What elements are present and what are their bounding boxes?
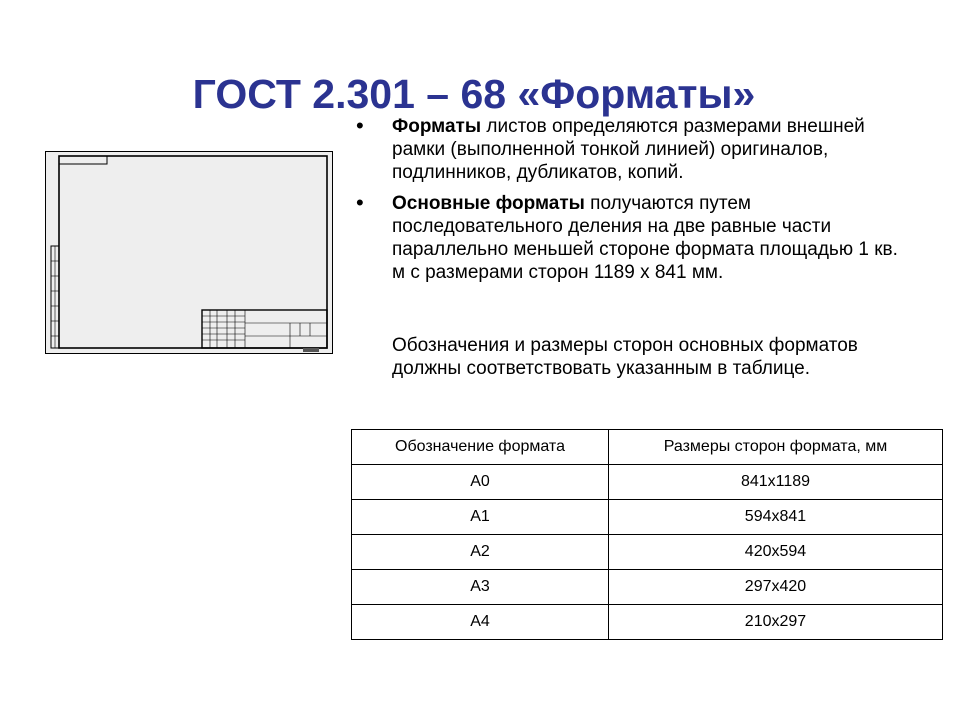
format-dimensions: 594х841 (609, 500, 943, 535)
format-designation: А1 (352, 500, 609, 535)
note-paragraph: Обозначения и размеры сторон основных форматов должны соответствовать указанным в таблице. (392, 335, 858, 379)
table-row (352, 535, 943, 570)
bullet-mark: • (356, 113, 364, 138)
format-designation: А2 (352, 535, 609, 570)
page-title: ГОСТ 2.301 – 68 «Форматы» (192, 71, 756, 117)
format-designation: А0 (352, 465, 609, 500)
table-row (352, 605, 943, 640)
format-designation: А4 (352, 605, 609, 640)
bullet-list (356, 115, 916, 292)
table-row (352, 570, 943, 605)
bullet-mark: • (356, 190, 364, 215)
formats-table (351, 429, 943, 640)
bullet-item (356, 115, 916, 184)
format-dimensions: 297х420 (609, 570, 943, 605)
table-row (352, 500, 943, 535)
bullet-term: Основные форматы (392, 193, 585, 214)
column-header-designation: Обозначение формата (352, 430, 609, 465)
format-dimensions: 841х1189 (609, 465, 943, 500)
table-header-row (352, 430, 943, 465)
table-row (352, 465, 943, 500)
bullet-text: листов определяются размерами внешней рамки (выполненной тонкой линией) оригиналов, подлинников, дубликатов, копий. (392, 116, 865, 183)
bullet-term: Форматы (392, 116, 482, 137)
bullet-item (356, 192, 916, 284)
format-dimensions: 420х594 (609, 535, 943, 570)
drawing-sheet-figure (45, 151, 333, 354)
format-designation: А3 (352, 570, 609, 605)
bullet-text: получаются путем последовательного деления на две равные части параллельно меньшей стороне формата площадью 1 кв. м с размерами сторон 1189 х 841 мм. (392, 193, 898, 283)
column-header-dimensions: Размеры сторон формата, мм (609, 430, 943, 465)
format-dimensions: 210х297 (609, 605, 943, 640)
